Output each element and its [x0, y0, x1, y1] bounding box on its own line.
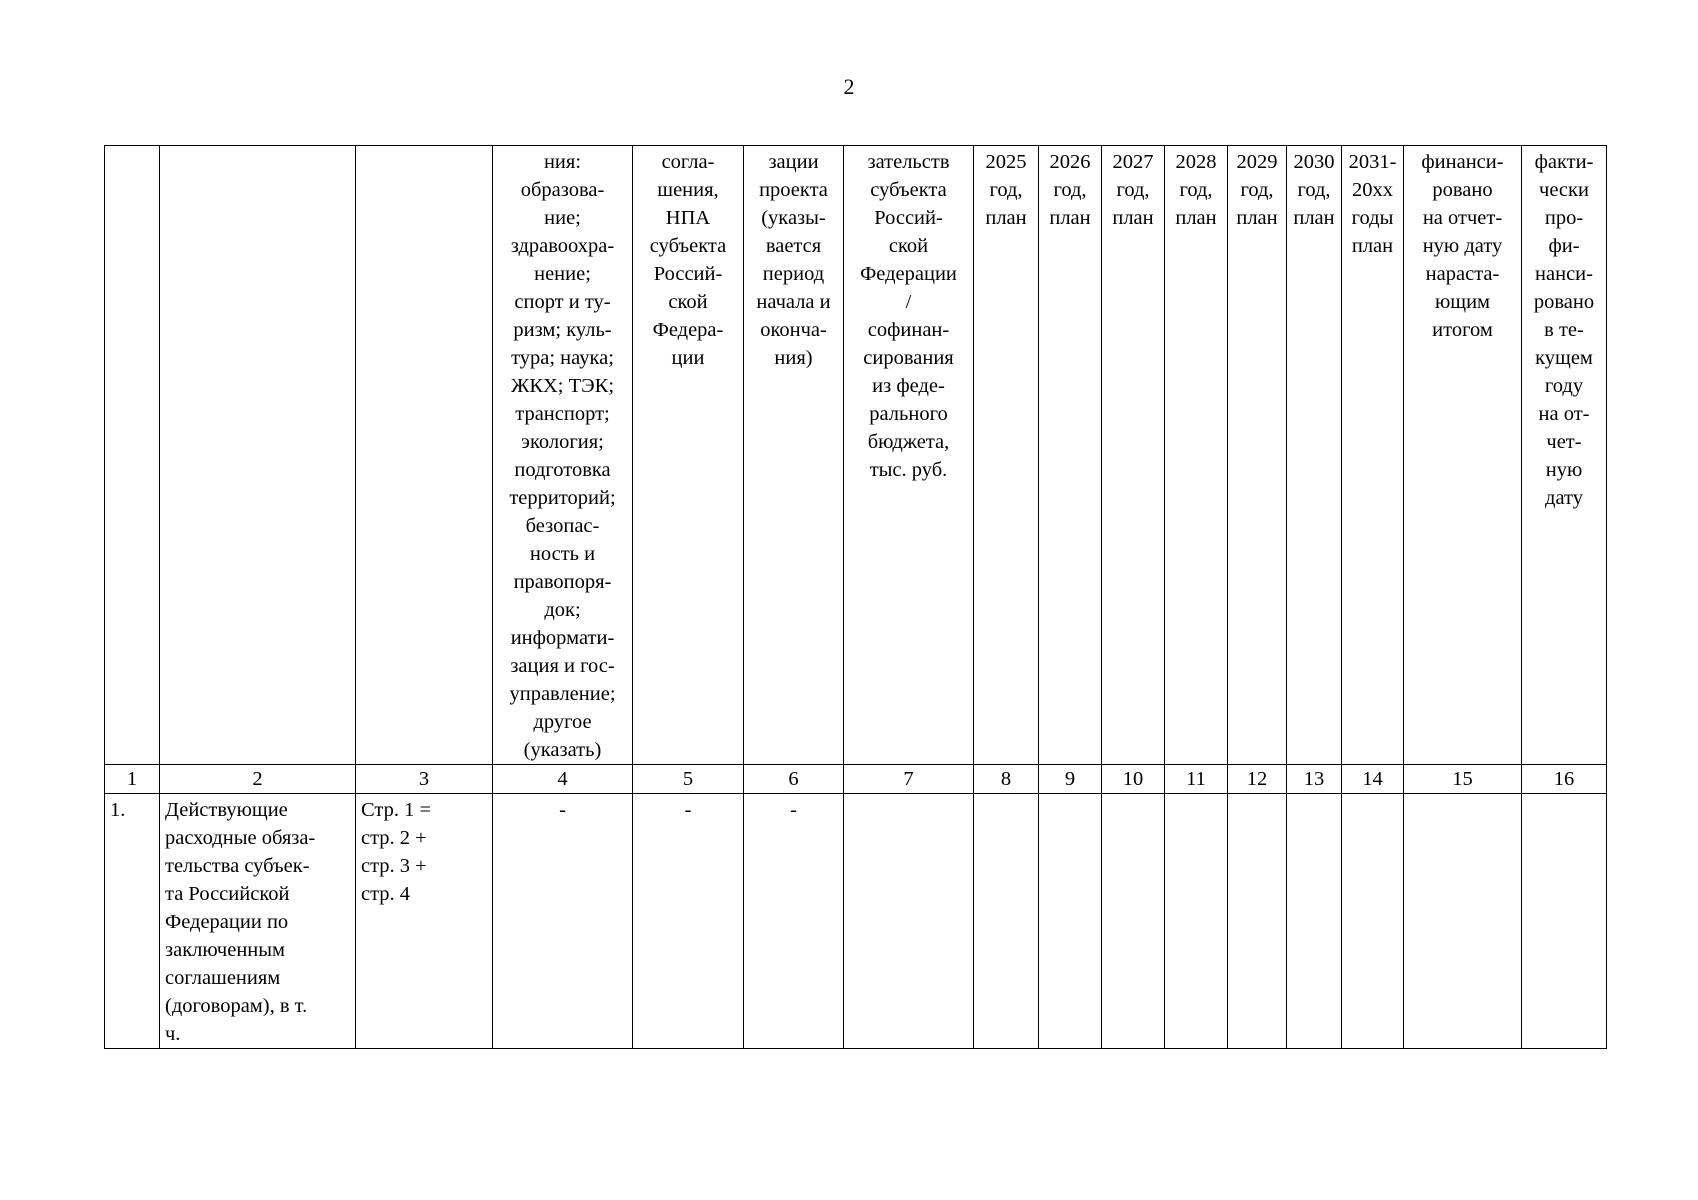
column-number: 1	[105, 765, 160, 794]
column-number: 11	[1165, 765, 1228, 794]
header-cell	[105, 146, 160, 765]
column-number: 16	[1522, 765, 1607, 794]
table-cell: -	[633, 794, 744, 1049]
header-cell: 2030 год, план	[1287, 146, 1342, 765]
table-cell	[1342, 794, 1404, 1049]
page-number: 2	[843, 74, 855, 99]
column-number: 4	[493, 765, 633, 794]
table-cell	[1287, 794, 1342, 1049]
column-number: 2	[160, 765, 356, 794]
table-cell	[1102, 794, 1165, 1049]
table-cell	[974, 794, 1039, 1049]
row-formula-cell: Стр. 1 = стр. 2 + стр. 3 + стр. 4	[356, 794, 493, 1049]
header-cell: 2028 год, план	[1165, 146, 1228, 765]
table-cell: -	[493, 794, 633, 1049]
header-cell: 2026 год, план	[1039, 146, 1102, 765]
header-row	[105, 146, 1607, 765]
column-number: 13	[1287, 765, 1342, 794]
column-number: 6	[744, 765, 844, 794]
header-cell: согла- шения, НПА субъекта Россий- ской Федера- ции	[633, 146, 744, 765]
table-cell	[1039, 794, 1102, 1049]
table-cell	[844, 794, 974, 1049]
column-number: 8	[974, 765, 1039, 794]
column-number: 12	[1228, 765, 1287, 794]
header-cell: зации проекта (указы- вается период начала и оконча- ния)	[744, 146, 844, 765]
table-cell	[1165, 794, 1228, 1049]
table-cell	[1404, 794, 1522, 1049]
report-table	[104, 145, 1607, 1049]
header-cell: 2029 год, план	[1228, 146, 1287, 765]
header-cell: ния: образова- ние; здравоохра- нение; спорт и ту- ризм; куль- тура; наука; ЖКХ; ТЭК; транспорт; экология; подготовка территорий; безопас- ность и правопоря- док; информати- зация и гос- управление; другое (указать)	[493, 146, 633, 765]
row-number-cell: 1.	[105, 794, 160, 1049]
table-row	[105, 794, 1607, 1049]
header-cell	[356, 146, 493, 765]
header-cell: зательств субъекта Россий- ской Федерации / софинан- сирования из феде- рального бюджета, тыс. руб.	[844, 146, 974, 765]
column-number: 15	[1404, 765, 1522, 794]
column-number: 9	[1039, 765, 1102, 794]
header-cell: 2031- 20хх годы план	[1342, 146, 1404, 765]
header-cell: 2027 год, план	[1102, 146, 1165, 765]
column-number: 3	[356, 765, 493, 794]
row-name-cell: Действующие расходные обяза- тельства субъек- та Российской Федерации по заключенным соглашениям (договорам), в т. ч.	[160, 794, 356, 1049]
header-cell: факти- чески про- фи- нанси- ровано в те- кущем году на от- чет- ную дату	[1522, 146, 1607, 765]
header-cell: 2025 год, план	[974, 146, 1039, 765]
column-numbers-row	[105, 765, 1607, 794]
header-cell: финанси- ровано на отчет- ную дату нараста- ющим итогом	[1404, 146, 1522, 765]
column-number: 14	[1342, 765, 1404, 794]
column-number: 5	[633, 765, 744, 794]
table-cell	[1522, 794, 1607, 1049]
header-cell	[160, 146, 356, 765]
table-cell	[1228, 794, 1287, 1049]
table-cell: -	[744, 794, 844, 1049]
column-number: 10	[1102, 765, 1165, 794]
column-number: 7	[844, 765, 974, 794]
